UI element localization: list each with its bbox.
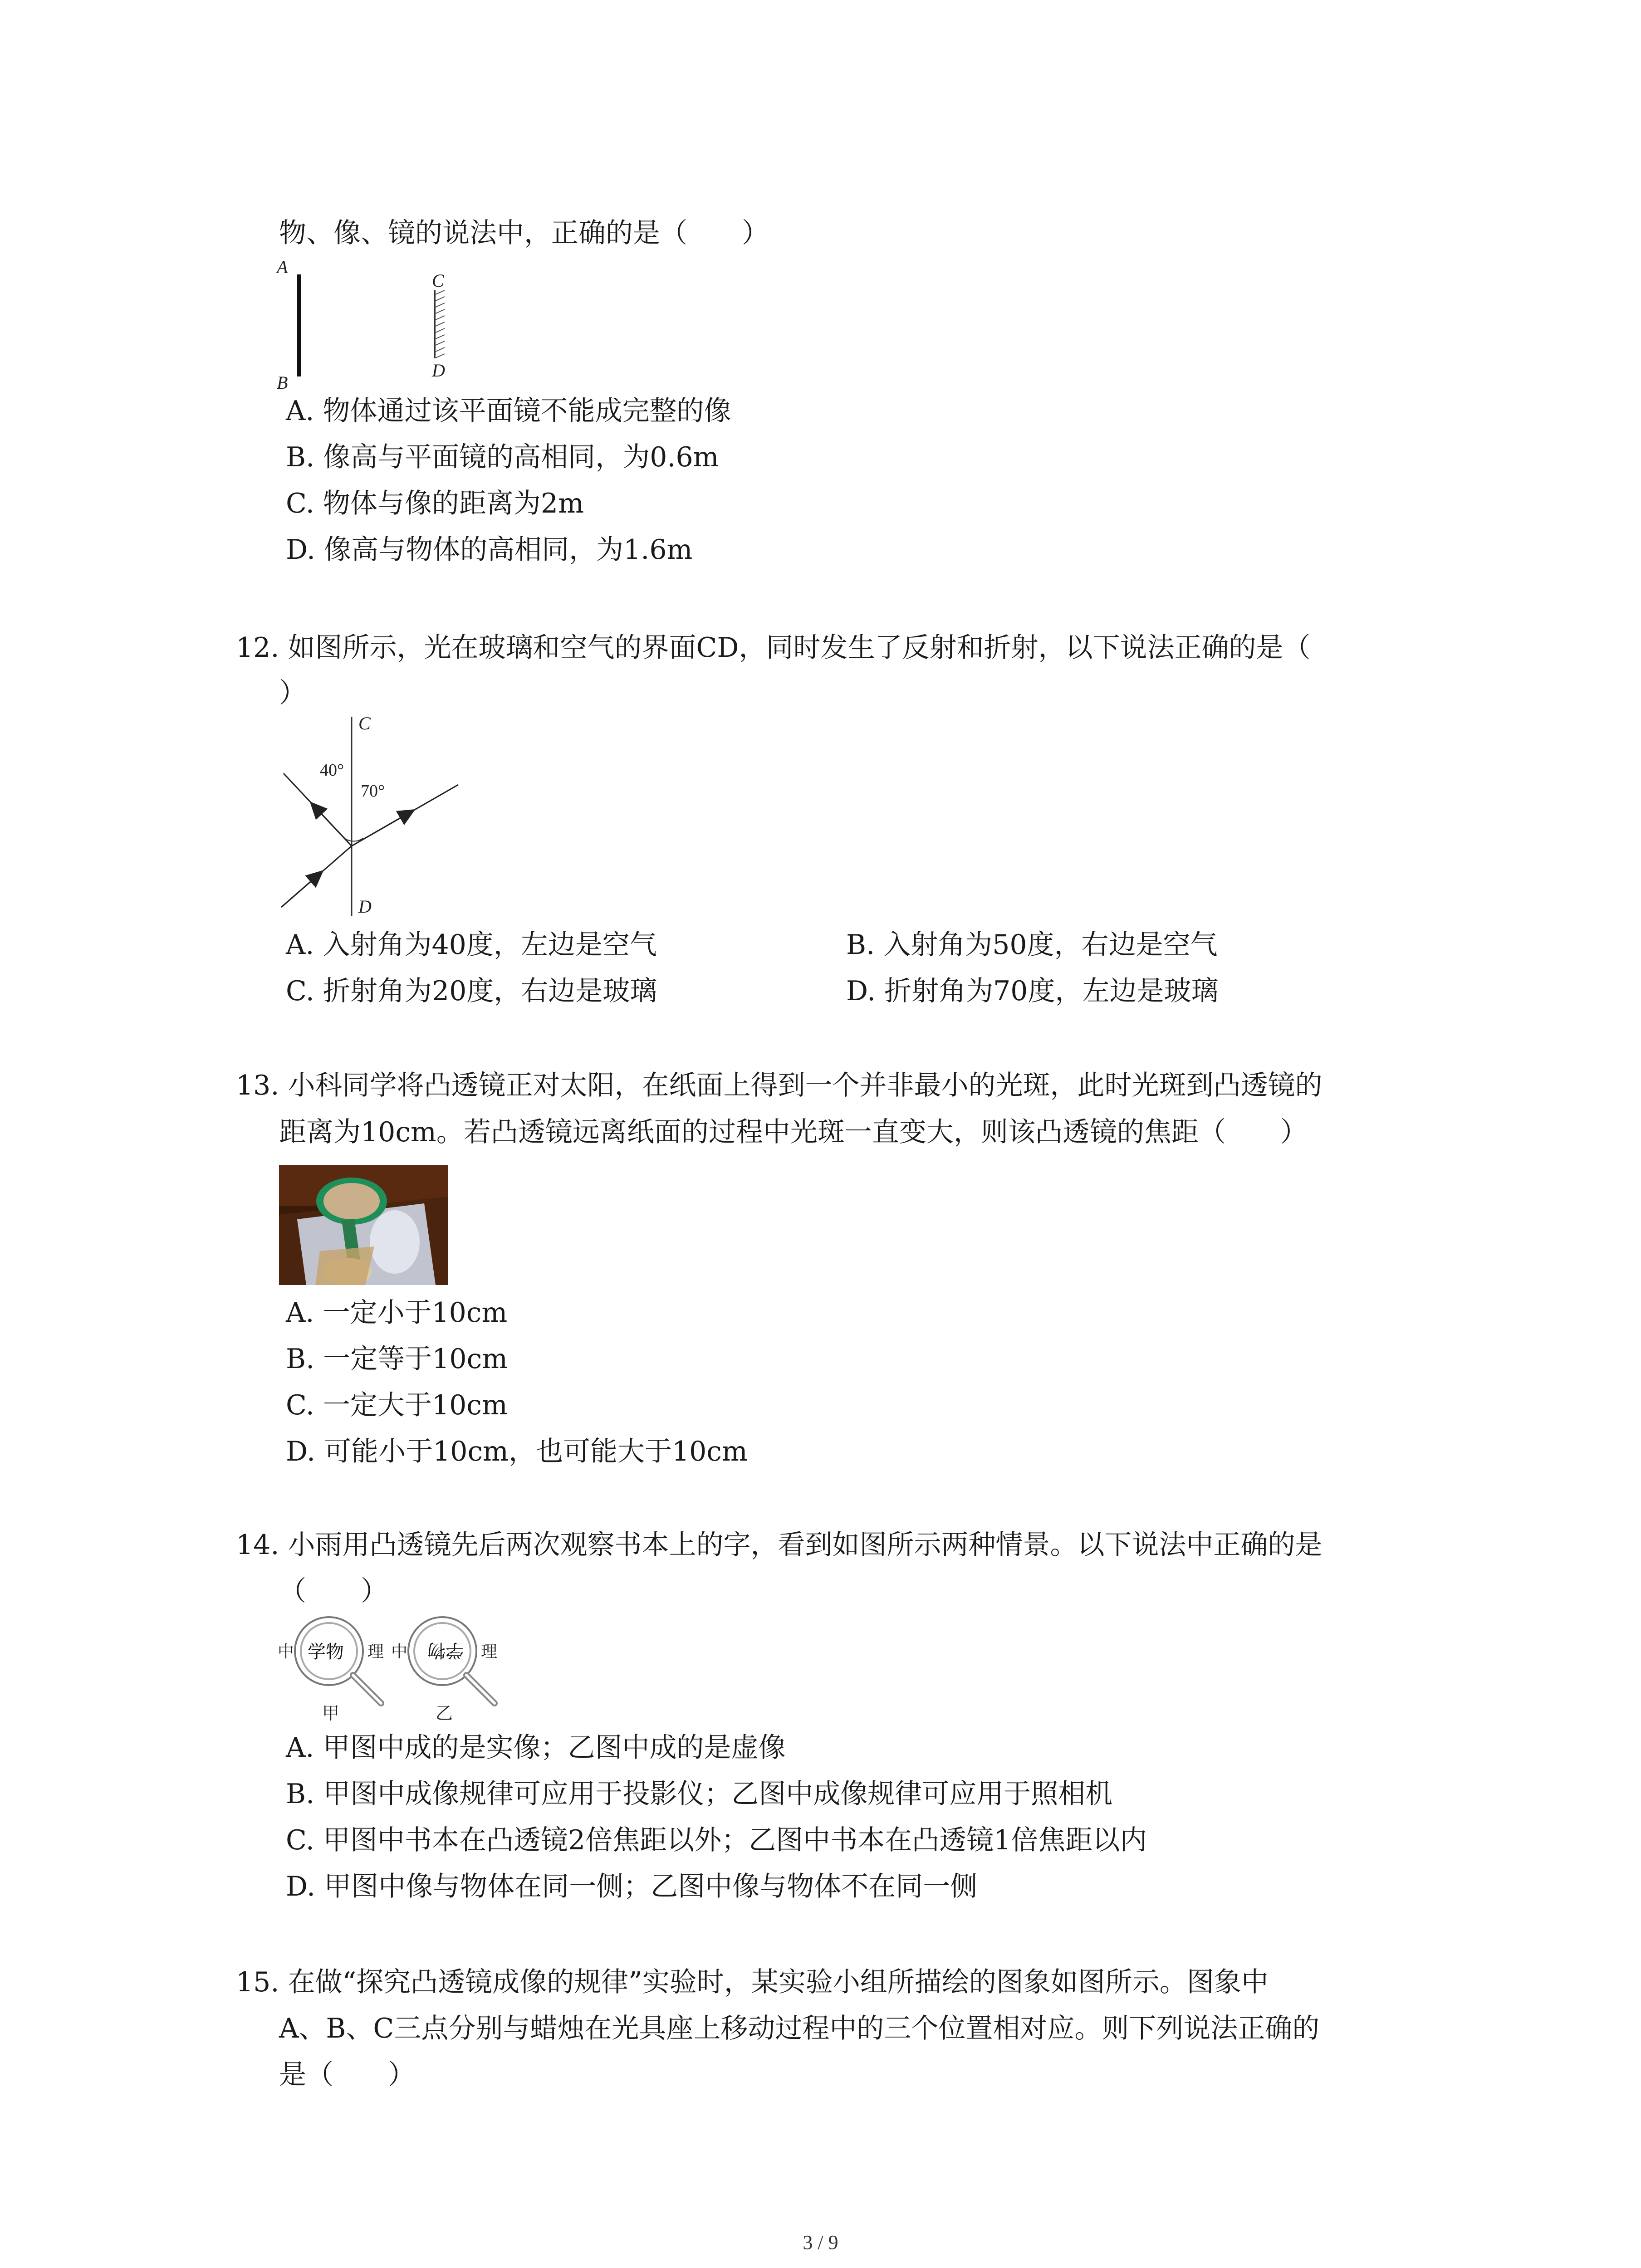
q12-option-a: A. 入射角为40度，左边是空气 [286, 929, 657, 961]
label-c: C [358, 713, 371, 733]
q11-mirror-figure [272, 256, 472, 392]
q12-stem-line2: ） [279, 677, 306, 709]
q11-option-c: C. 物体与像的距离为2m [286, 488, 584, 519]
q13-stem-line1: 13. 小科同学将凸透镜正对太阳，在纸面上得到一个并非最小的光斑，此时光斑到凸透镜的 [236, 1070, 1323, 1101]
label-d: D [432, 360, 445, 381]
q11-option-d: D. 像高与物体的高相同，为1.6m [286, 534, 693, 566]
page-number: 3 / 9 [803, 2231, 838, 2253]
fig2-label: 乙 [436, 1704, 453, 1721]
lens1-text: 学物 [308, 1642, 344, 1662]
label-b: B [277, 372, 288, 393]
q14-stem-line1: 14. 小雨用凸透镜先后两次观察书本上的字，看到如图所示两种情景。以下说法中正确的是 [236, 1529, 1323, 1561]
q12-option-b: B. 入射角为50度，右边是空气 [846, 929, 1218, 961]
q13-option-d: D. 可能小于10cm，也可能大于10cm [286, 1436, 748, 1467]
label-a: A [277, 257, 288, 277]
q13-stem-line2: 距离为10cm。若凸透镜远离纸面的过程中光斑一直变大，则该凸透镜的焦距（ ） [279, 1116, 1308, 1148]
fig1-label: 甲 [322, 1704, 340, 1721]
q15-stem-line3: 是（ ） [279, 2059, 415, 2091]
q11-stem: 物、像、镜的说法中，正确的是（ ） [279, 217, 769, 249]
mirror-cd [431, 290, 454, 358]
fig2-left-char: 中 [391, 1642, 408, 1661]
fig1-left-char: 中 [278, 1642, 294, 1661]
q13-option-a: A. 一定小于10cm [286, 1297, 508, 1329]
object-ab [297, 274, 301, 376]
fig1-right-char: 理 [367, 1642, 384, 1661]
q15-stem-line1: 15. 在做“探究凸透镜成像的规律”实验时，某实验小组所描绘的图象如图所示。图象中 [236, 1966, 1269, 1998]
q14-option-b: B. 甲图中成像规律可应用于投影仪；乙图中成像规律可应用于照相机 [286, 1778, 1113, 1810]
q14-option-c: C. 甲图中书本在凸透镜2倍焦距以外；乙图中书本在凸透镜1倍焦距以内 [286, 1824, 1147, 1856]
q13-photo-magnifier [279, 1165, 448, 1285]
q14-stem-line2: （ ） [279, 1575, 388, 1607]
q12-option-c: C. 折射角为20度，右边是玻璃 [286, 975, 657, 1007]
angle-40-label: 40° [320, 761, 344, 780]
q14-option-d: D. 甲图中像与物体在同一侧；乙图中像与物体不在同一侧 [286, 1871, 978, 1902]
q13-option-c: C. 一定大于10cm [286, 1389, 508, 1421]
q15-stem-line2: A、B、C三点分别与蜡烛在光具座上移动过程中的三个位置相对应。则下列说法正确的 [279, 2013, 1320, 2044]
label-d: D [358, 896, 372, 917]
q12-stem-line1: 12. 如图所示，光在玻璃和空气的界面CD，同时发生了反射和折射，以下说法正确的是（ [236, 632, 1311, 664]
q12-refraction-figure [272, 712, 472, 921]
q12-option-d: D. 折射角为70度，左边是玻璃 [846, 975, 1219, 1007]
angle-70-label: 70° [361, 782, 385, 801]
q11-option-b: B. 像高与平面镜的高相同，为0.6m [286, 441, 719, 473]
fig2-right-char: 理 [481, 1642, 498, 1661]
q13-option-b: B. 一定等于10cm [286, 1343, 508, 1375]
label-c: C [432, 270, 444, 291]
lens2-inverted-text: 学物 [427, 1640, 464, 1661]
q14-option-a: A. 甲图中成的是实像；乙图中成的是虚像 [286, 1732, 786, 1764]
q14-magnifier-figure [272, 1610, 508, 1721]
q11-option-a: A. 物体通过该平面镜不能成完整的像 [286, 395, 731, 427]
